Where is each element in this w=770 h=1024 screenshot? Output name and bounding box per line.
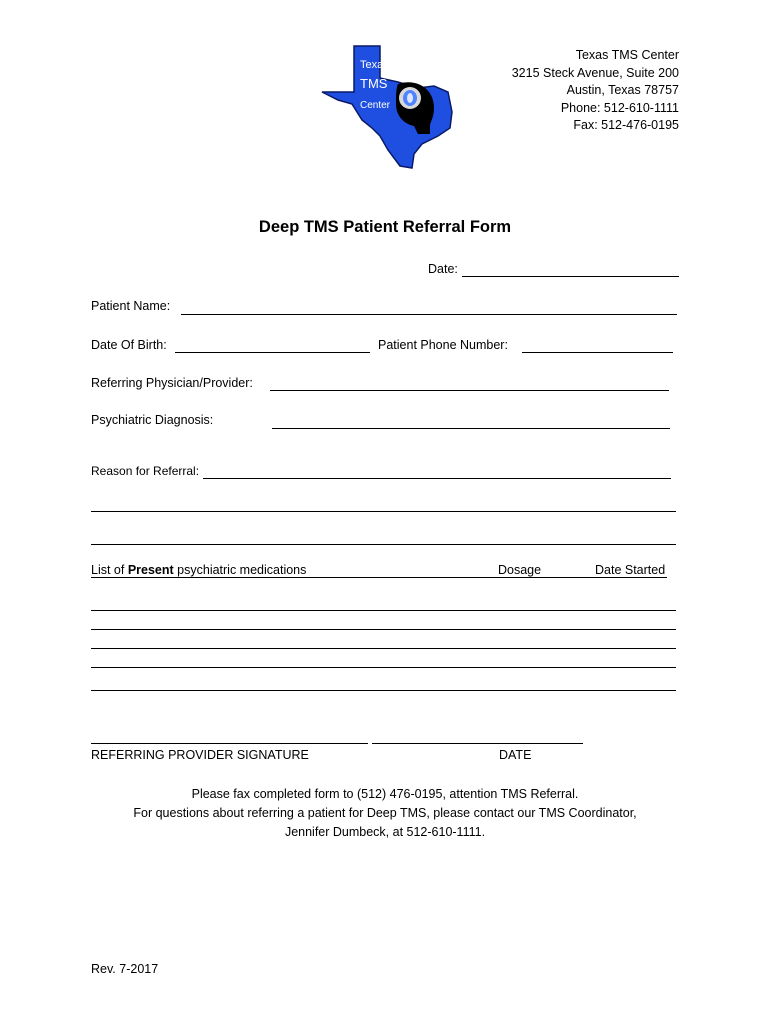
signature-field[interactable]: [91, 743, 368, 744]
reason-field-line-2[interactable]: [91, 511, 676, 512]
medication-line-4[interactable]: [91, 667, 676, 668]
referring-provider-label: Referring Physician/Provider:: [91, 376, 253, 390]
signature-label: REFERRING PROVIDER SIGNATURE: [91, 748, 309, 762]
dosage-header: Dosage: [498, 563, 542, 577]
reason-label: Reason for Referral:: [91, 464, 200, 478]
patient-phone-label: Patient Phone Number:: [378, 338, 508, 352]
texas-map-logo: [318, 42, 458, 172]
footer-line-1: Please fax completed form to (512) 476-0195, attention TMS Referral.: [191, 787, 579, 801]
footer-line-3: Jennifer Dumbeck, at 512-610-1111.: [284, 825, 486, 839]
dob-field[interactable]: [175, 352, 370, 353]
patient-name-label: Patient Name:: [91, 299, 171, 313]
date-label: Date:: [428, 262, 458, 276]
medications-prefix: List of: [91, 563, 128, 577]
signature-date-field[interactable]: [372, 743, 583, 744]
form-title: Deep TMS Patient Referral Form: [258, 218, 512, 236]
center-phone: Phone: 512-610-1111: [560, 100, 679, 115]
date-field[interactable]: [462, 276, 679, 277]
dob-label: Date Of Birth:: [91, 338, 167, 352]
footer-instructions: [0, 785, 770, 842]
texas-tms-logo: [318, 42, 458, 172]
medications-suffix: psychiatric medications: [173, 563, 307, 577]
center-street: 3215 Steck Avenue, Suite 200: [511, 65, 679, 80]
footer-line-2: For questions about referring a patient for Deep TMS, please contact our TMS Coordinator,: [133, 806, 637, 820]
date-started-header: Date Started: [595, 563, 666, 577]
medication-line-1[interactable]: [91, 610, 676, 611]
center-city: Austin, Texas 78757: [566, 83, 679, 97]
medications-present: Present: [127, 563, 174, 577]
revision-label: Rev. 7-2017: [91, 962, 159, 976]
reason-field-line-3[interactable]: [91, 544, 676, 545]
center-fax: Fax: 512-476-0195: [573, 118, 679, 132]
reason-field-line-1[interactable]: [203, 478, 671, 479]
center-name: Texas TMS Center: [575, 48, 679, 62]
diagnosis-label: Psychiatric Diagnosis:: [91, 413, 214, 427]
logo-line2: TMS: [360, 76, 388, 91]
center-address: [512, 47, 679, 135]
referring-provider-field[interactable]: [270, 390, 669, 391]
medications-header-underline: [91, 577, 667, 578]
patient-phone-field[interactable]: [522, 352, 673, 353]
diagnosis-field[interactable]: [272, 428, 670, 429]
medications-header: [91, 563, 306, 577]
signature-date-label: DATE: [499, 748, 532, 762]
medication-line-5[interactable]: [91, 690, 676, 691]
patient-name-field[interactable]: [181, 314, 677, 315]
logo-line3: Center: [360, 100, 391, 111]
medication-line-2[interactable]: [91, 629, 676, 630]
logo-line1: Texas: [360, 59, 389, 71]
medication-line-3[interactable]: [91, 648, 676, 649]
